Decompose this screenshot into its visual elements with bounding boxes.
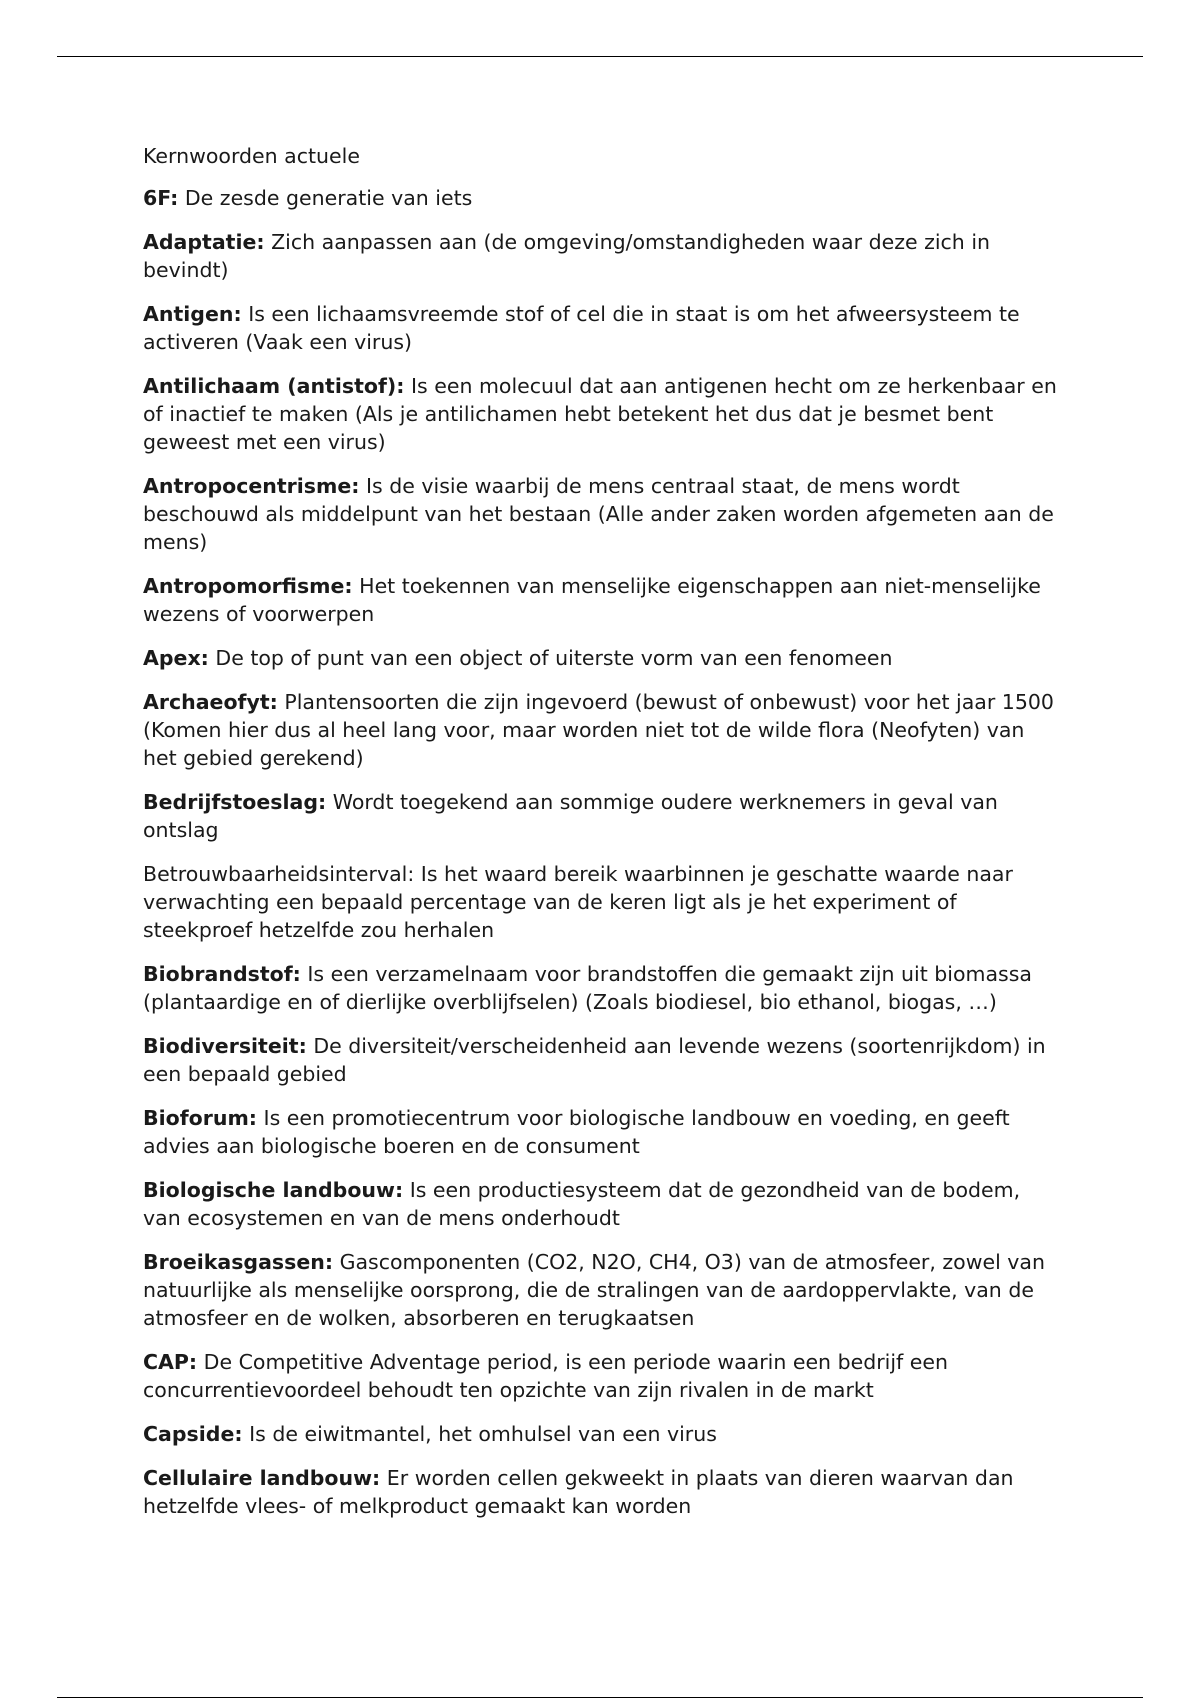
glossary-definition: Is een lichaamsvreemde stof of cel die in staat is om het afweersysteem te activeren (Vaak een virus): [143, 302, 1020, 354]
glossary-term: Antigen:: [143, 302, 242, 326]
glossary-term: Capside:: [143, 1422, 243, 1446]
glossary-term: Antilichaam (antistof):: [143, 374, 405, 398]
glossary-definition: Gascomponenten (CO2, N2O, CH4, O3) van de atmosfeer, zowel van natuurlijke als menselijke oorsprong, die de stralingen van de aardoppervlakte, van de atmosfeer en de wolken, absorberen en terugkaatsen: [143, 1250, 1045, 1330]
glossary-list: [143, 184, 1063, 1520]
glossary-term: Adaptatie:: [143, 230, 265, 254]
glossary-term: Antropocentrisme:: [143, 474, 360, 498]
glossary-definition: Er worden cellen gekweekt in plaats van dieren waarvan dan hetzelfde vlees- of melkproduct gemaakt kan worden: [143, 1466, 1014, 1518]
glossary-term: Biologische landbouw:: [143, 1178, 404, 1202]
glossary-entry: [143, 372, 1063, 456]
glossary-term: Biobrandstof:: [143, 962, 301, 986]
glossary-term: CAP:: [143, 1350, 198, 1374]
glossary-term: Apex:: [143, 646, 209, 670]
header-rule: [57, 56, 1143, 57]
glossary-entry: [143, 1032, 1063, 1088]
glossary-definition: Is de visie waarbij de mens centraal staat, de mens wordt beschouwd als middelpunt van het bestaan (Alle ander zaken worden afgemeten aan de mens): [143, 474, 1054, 554]
glossary-entry: [143, 1348, 1063, 1404]
glossary-term: Bioforum:: [143, 1106, 258, 1130]
glossary-definition: Het toekennen van menselijke eigenschappen aan niet-menselijke wezens of voorwerpen: [143, 574, 1041, 626]
glossary-entry: [143, 788, 1063, 844]
document-title: Kernwoorden actuele: [143, 144, 360, 168]
glossary-definition: Is een productiesysteem dat de gezondheid van de bodem, van ecosystemen en van de mens onderhoudt: [143, 1178, 1021, 1230]
glossary-entry: [143, 1104, 1063, 1160]
glossary-definition: Plantensoorten die zijn ingevoerd (bewust of onbewust) voor het jaar 1500 (Komen hier dus al heel lang voor, maar worden niet tot de wilde flora (Neofyten) van het gebied gerekend): [143, 690, 1054, 770]
glossary-term: Bedrijfstoeslag:: [143, 790, 327, 814]
glossary-definition: De Competitive Adventage period, is een periode waarin een bedrijf een concurrentievoordeel behoudt ten opzichte van zijn rivalen in de markt: [143, 1350, 948, 1402]
glossary-entry: [143, 644, 1063, 672]
glossary-definition: Zich aanpassen aan (de omgeving/omstandigheden waar deze zich in bevindt): [143, 230, 991, 282]
document-body: [143, 142, 1063, 1536]
glossary-definition: De zesde generatie van iets: [184, 186, 473, 210]
glossary-definition: Is een promotiecentrum voor biologische landbouw en voeding, en geeft advies aan biologische boeren en de consument: [143, 1106, 1010, 1158]
glossary-term: Betrouwbaarheidsinterval:: [143, 862, 415, 886]
glossary-term: Biodiversiteit:: [143, 1034, 307, 1058]
footer-rule: [57, 1697, 1143, 1698]
glossary-term: Antropomorfisme:: [143, 574, 353, 598]
glossary-entry: [143, 1248, 1063, 1332]
glossary-definition: Is een molecuul dat aan antigenen hecht om ze herkenbaar en of inactief te maken (Als je antilichamen hebt betekent het dus dat je besmet bent geweest met een virus): [143, 374, 1057, 454]
glossary-definition: Is het waard bereik waarbinnen je geschatte waarde naar verwachting een bepaald percentage van de keren ligt als je het experiment of steekproef hetzelfde zou herhalen: [143, 862, 1013, 942]
glossary-definition: Wordt toegekend aan sommige oudere werknemers in geval van ontslag: [143, 790, 998, 842]
glossary-entry: [143, 1420, 1063, 1448]
glossary-entry: [143, 1464, 1063, 1520]
glossary-entry: [143, 300, 1063, 356]
glossary-definition: Is een verzamelnaam voor brandstoffen die gemaakt zijn uit biomassa (plantaardige en of dierlijke overblijfselen) (Zoals biodiesel, bio ethanol, biogas, …): [143, 962, 1032, 1014]
glossary-entry: [143, 960, 1063, 1016]
glossary-entry: [143, 472, 1063, 556]
glossary-entry: [143, 572, 1063, 628]
glossary-entry: [143, 860, 1063, 944]
glossary-entry: [143, 184, 1063, 212]
glossary-term: 6F:: [143, 186, 179, 210]
glossary-entry: [143, 228, 1063, 284]
glossary-term: Broeikasgassen:: [143, 1250, 334, 1274]
glossary-definition: De diversiteit/verscheidenheid aan levende wezens (soortenrijkdom) in een bepaald gebied: [143, 1034, 1046, 1086]
glossary-term: Archaeofyt:: [143, 690, 278, 714]
glossary-definition: Is de eiwitmantel, het omhulsel van een virus: [249, 1422, 717, 1446]
glossary-definition: De top of punt van een object of uiterste vorm van een fenomeen: [215, 646, 893, 670]
glossary-entry: [143, 1176, 1063, 1232]
glossary-term: Cellulaire landbouw:: [143, 1466, 381, 1490]
glossary-entry: [143, 688, 1063, 772]
